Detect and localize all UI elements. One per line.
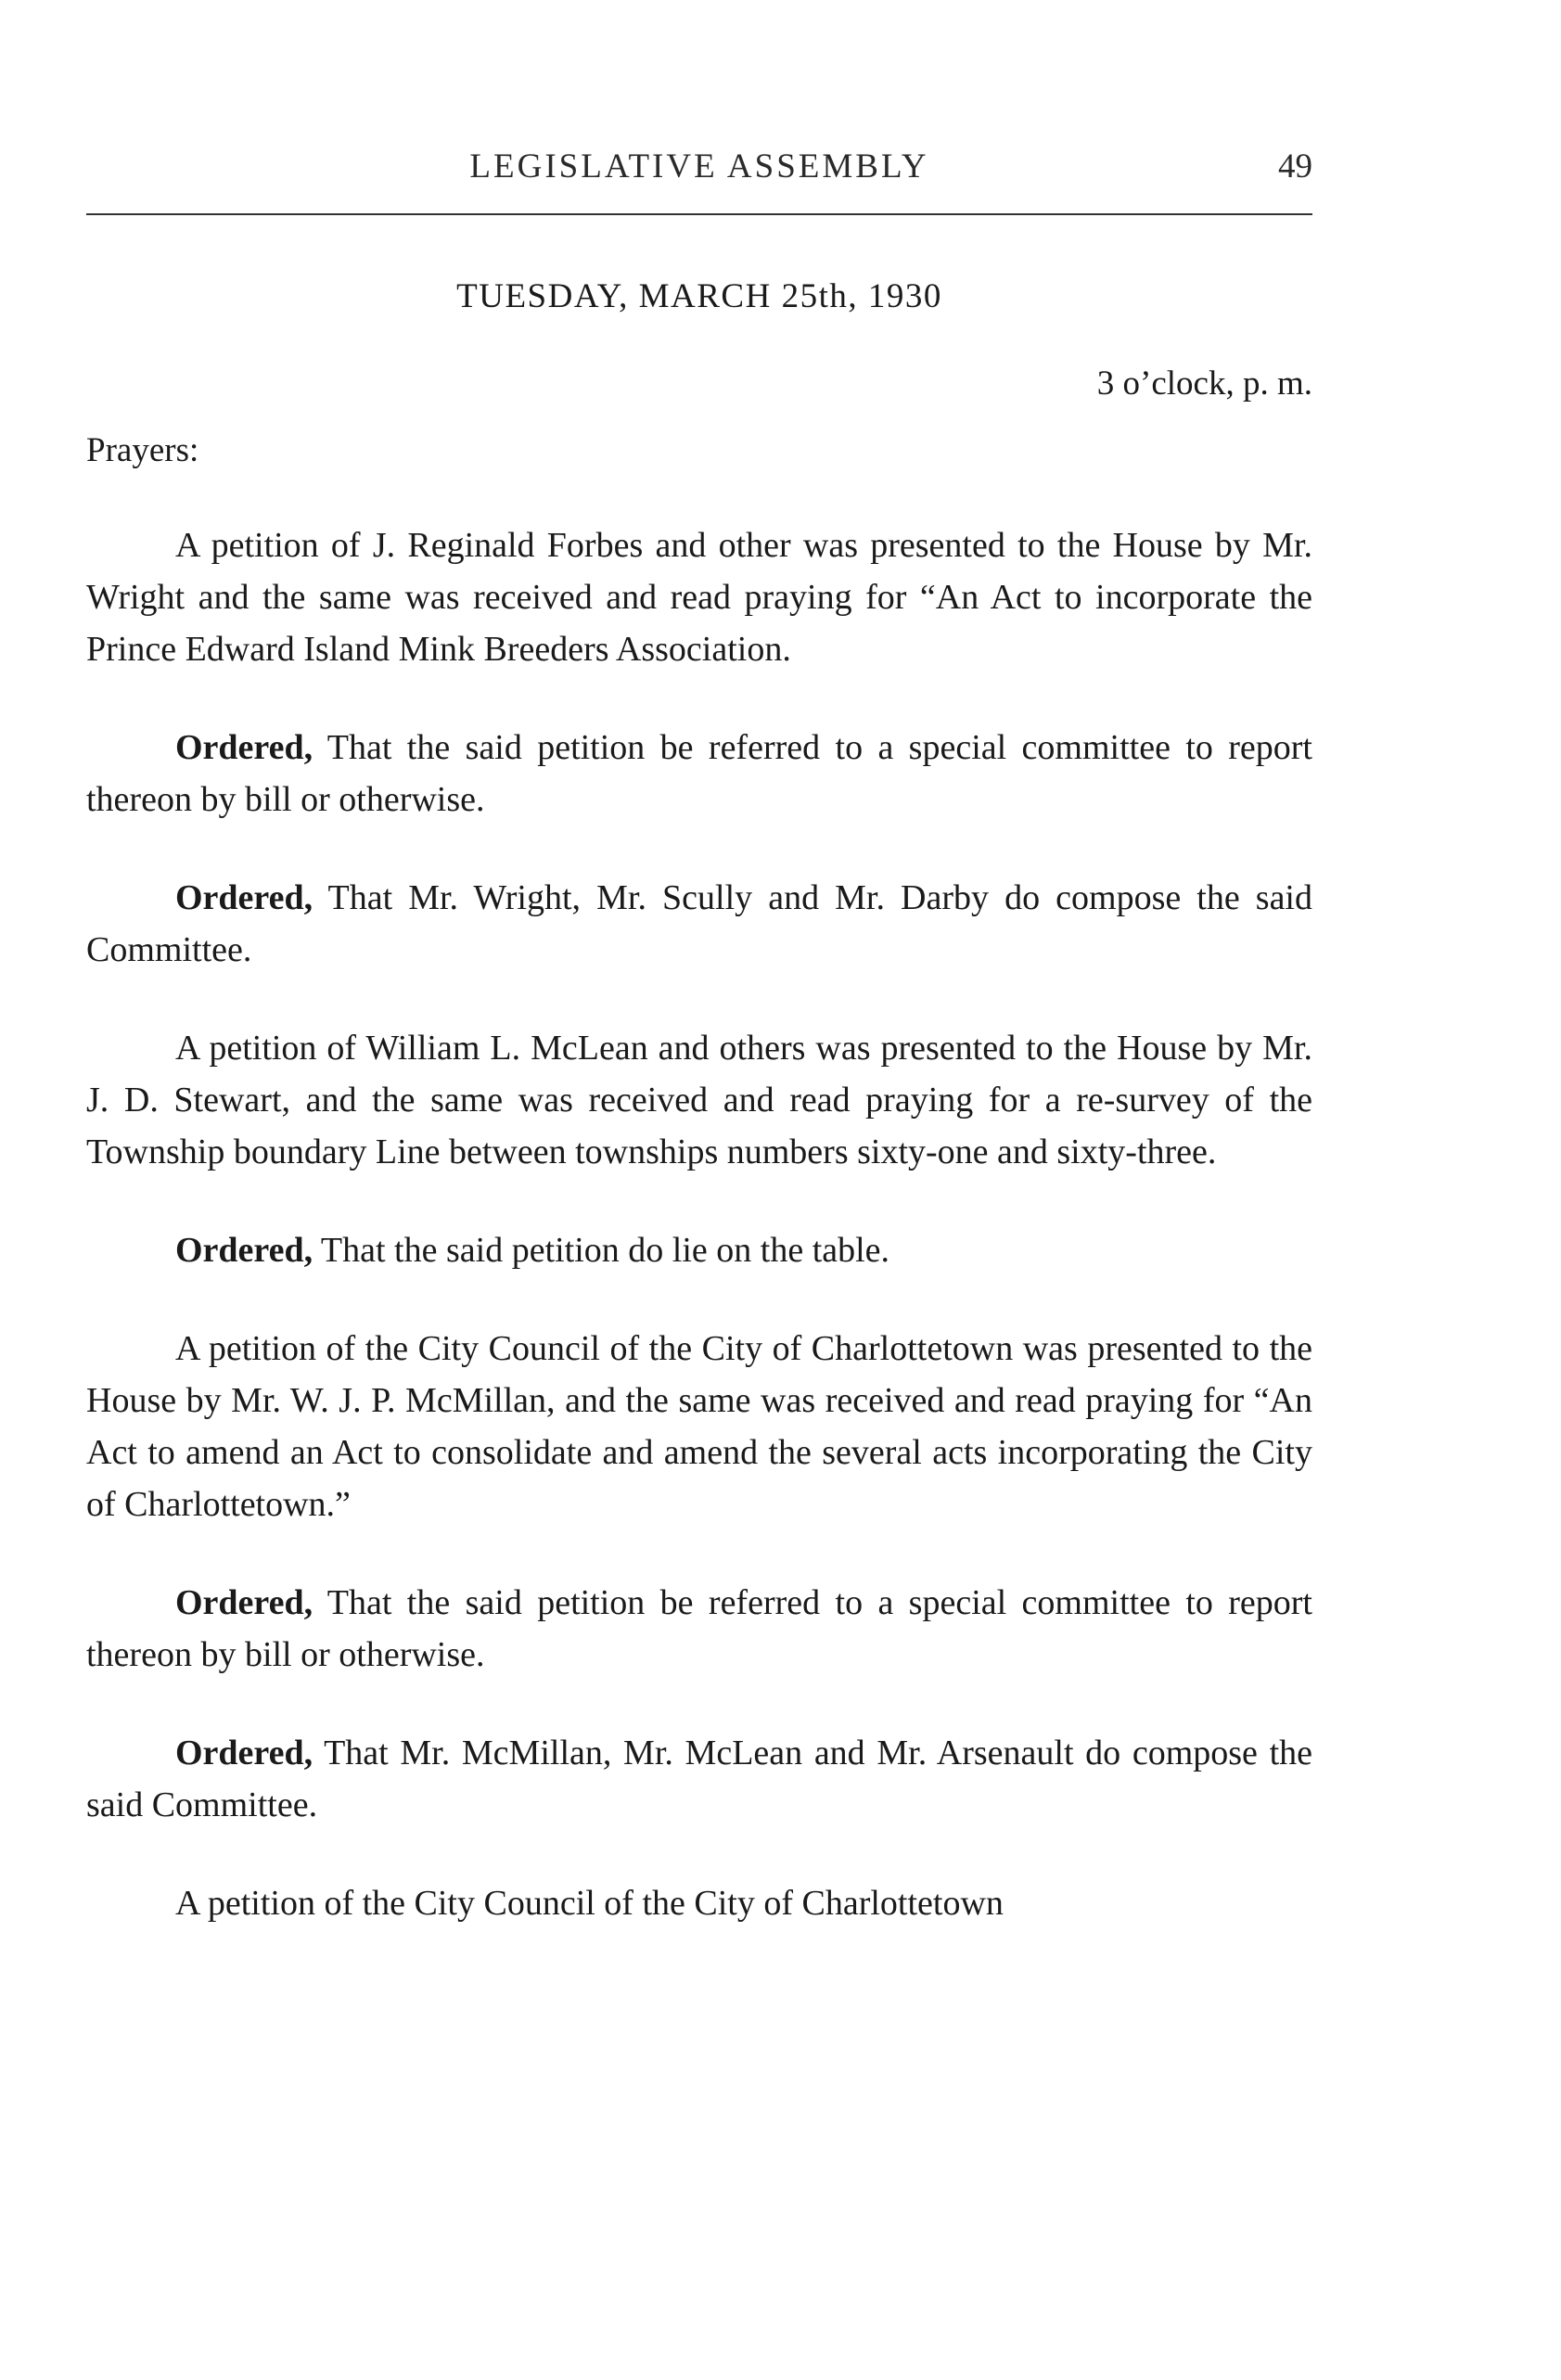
session-time: 3 o’clock, p. m. — [1096, 365, 1312, 403]
paragraph — [86, 1323, 1312, 1530]
paragraph — [86, 1022, 1312, 1178]
paragraph — [86, 872, 1312, 976]
paragraph-text: A petition of J. Reginald Forbes and other was presented to the House by Mr. Wright and the same was received and read praying for “An Act to incorporate the Prince Edward Island Mink Breeders Association. — [86, 526, 1312, 669]
paragraph — [86, 1727, 1312, 1831]
paragraph-lead: Ordered, — [175, 878, 313, 917]
paragraph — [86, 722, 1312, 825]
paragraph — [86, 519, 1312, 675]
paragraph-text: A petition of the City Council of the City of Charlottetown was presented to the House by Mr. W. J. P. McMillan, and the same was received and read praying for “An Act to amend an Act to consolidate and amend the several acts incorporating the City of Charlottetown.” — [86, 1329, 1312, 1524]
paragraph — [86, 1877, 1312, 1929]
session-date: TUESDAY, MARCH 25th, 1930 — [456, 277, 942, 315]
prayers-heading: Prayers: — [86, 431, 199, 469]
paragraph-text: That Mr. McMillan, Mr. McLean and Mr. Arsenault do compose the said Committee. — [86, 1734, 1312, 1824]
paragraph-text: A petition of William L. McLean and others was presented to the House by Mr. J. D. Stewart, and the same was received and read praying for a re-survey of the Township boundary Line between townships numbers sixty-one and sixty-three. — [86, 1029, 1312, 1171]
journal-body — [86, 519, 1312, 1976]
running-title: LEGISLATIVE ASSEMBLY — [469, 147, 929, 186]
paragraph-lead: Ordered, — [175, 728, 313, 767]
paragraph-lead: Ordered, — [175, 1583, 313, 1622]
paragraph-lead: Ordered, — [175, 1734, 313, 1772]
paragraph — [86, 1224, 1312, 1276]
paragraph-text: That the said petition do lie on the table. — [313, 1231, 890, 1270]
page-header — [86, 147, 1312, 202]
paragraph-text: That Mr. Wright, Mr. Scully and Mr. Darby do compose the said Committee. — [86, 878, 1312, 969]
paragraph — [86, 1577, 1312, 1681]
paragraph-text: That the said petition be referred to a special committee to report thereon by bill or otherwise. — [86, 1583, 1312, 1674]
paragraph-lead: Ordered, — [175, 1231, 313, 1270]
paragraph-text: A petition of the City Council of the City of Charlottetown — [175, 1884, 1004, 1923]
paragraph-text: That the said petition be referred to a special committee to report thereon by bill or otherwise. — [86, 728, 1312, 819]
page-number: 49 — [1278, 147, 1312, 186]
header-rule — [86, 213, 1312, 215]
